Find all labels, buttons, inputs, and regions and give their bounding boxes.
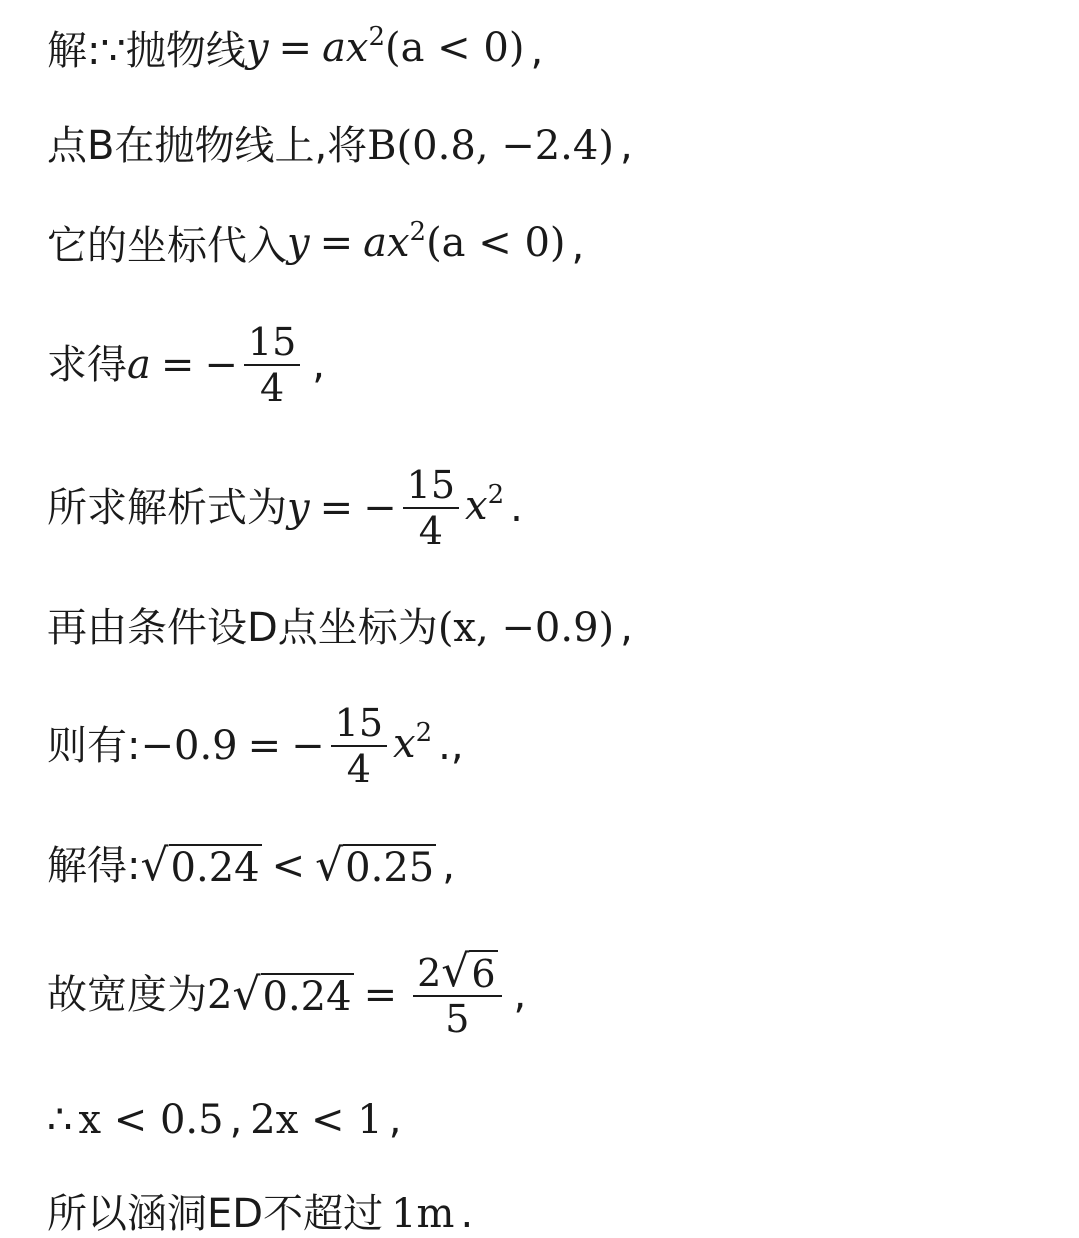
radical-sign: √ (315, 840, 344, 891)
radicand: 0.24 (170, 845, 260, 891)
punctuation: , (388, 1097, 402, 1143)
line-text: 解:∵抛物线 (47, 27, 246, 74)
fraction (403, 463, 459, 553)
var-a: a (127, 342, 151, 388)
punctuation: , (442, 843, 455, 889)
radical-sign: √ (441, 945, 470, 997)
var-x: x (393, 720, 416, 767)
point-b: B(0.8, −2.4) (367, 123, 614, 169)
line-text: 点B在抛物线上,将 (47, 123, 368, 169)
x-squared (465, 479, 505, 535)
equals-sign: = (160, 342, 195, 388)
point-d: (x, −0.9) (437, 605, 615, 651)
numerator: 15 (334, 701, 384, 745)
x-squared (393, 717, 433, 773)
exponent: 2 (409, 217, 427, 247)
equals-sign: = (319, 485, 354, 531)
numerator (413, 945, 501, 997)
minus-sign: − (291, 723, 325, 769)
solution-line-8 (47, 842, 455, 890)
line-text: 故宽度为 (47, 972, 207, 1018)
denominator: 4 (418, 509, 443, 553)
radicand: 0.24 (262, 974, 352, 1020)
solution-line-4 (47, 315, 325, 415)
punctuation: . (460, 1191, 474, 1237)
radicand: 0.25 (345, 845, 435, 891)
inequality: x < 0.5 (78, 1097, 224, 1143)
punctuation: , (312, 342, 325, 388)
term-ax: ax (363, 220, 410, 266)
fraction (244, 320, 300, 410)
square-root (140, 840, 261, 891)
fraction (413, 945, 501, 1041)
var-y: y (287, 485, 310, 531)
line-text: 求得 (47, 342, 127, 388)
punctuation: , (571, 222, 585, 269)
var-y: y (287, 220, 310, 266)
numerator: 15 (247, 320, 297, 364)
line-text: 再由条件设D点坐标为 (47, 605, 438, 651)
equation (287, 484, 397, 532)
equation (127, 341, 238, 389)
condition: (a < 0) (385, 25, 525, 71)
coefficient: 2 (207, 972, 233, 1018)
punctuation: , (530, 27, 544, 74)
inequality: 2x < 1 (250, 1097, 383, 1143)
var-x: x (465, 482, 488, 529)
solution-line-6 (47, 604, 633, 652)
radical-sign: √ (232, 969, 261, 1020)
punctuation: ., (438, 723, 464, 769)
exponent: 2 (368, 22, 386, 52)
punctuation: , (513, 972, 527, 1018)
separator: , (229, 1097, 243, 1143)
solution-line-3 (47, 219, 584, 272)
numerator: 15 (406, 463, 455, 507)
radical-sign: √ (140, 840, 169, 891)
exponent: 2 (415, 717, 433, 748)
minus-sign: − (204, 342, 238, 388)
equation (287, 219, 566, 272)
equals-sign: = (319, 220, 354, 266)
solution-line-10 (47, 1096, 401, 1144)
solution-line-5 (47, 458, 523, 558)
line-text: 所求解析式为 (47, 485, 287, 531)
denominator: 4 (259, 366, 285, 410)
var-y: y (245, 25, 269, 71)
line-text: 它的坐标代入 (47, 222, 287, 269)
exponent: 2 (487, 479, 505, 510)
equation (140, 722, 324, 770)
equals-sign: = (247, 723, 282, 769)
therefore-symbol: ∴ (47, 1097, 73, 1143)
square-root (441, 945, 497, 997)
square-root (315, 840, 436, 891)
punctuation: . (510, 485, 523, 531)
punctuation: , (620, 605, 633, 651)
solution-line-7 (47, 696, 464, 796)
line-text: 解得: (47, 843, 141, 889)
denominator: 5 (445, 996, 470, 1041)
line-text: 所以涵洞ED不超过 (47, 1191, 384, 1237)
term-ax: ax (322, 25, 369, 71)
coefficient: 2 (417, 950, 442, 995)
lhs-value: −0.9 (140, 723, 238, 769)
punctuation: , (619, 123, 633, 169)
minus-sign: − (363, 485, 397, 531)
equals-sign: = (278, 25, 313, 71)
fraction (331, 701, 387, 791)
solution-line-2 (47, 122, 633, 170)
solution-line-9 (47, 945, 526, 1045)
equation (246, 24, 525, 77)
denominator: 4 (346, 747, 371, 791)
square-root (232, 969, 353, 1020)
less-than-sign: < (271, 843, 306, 889)
equals-sign: = (363, 972, 398, 1018)
condition: (a < 0) (426, 220, 566, 266)
measurement: 1m (391, 1191, 455, 1237)
solution-line-1 (47, 24, 543, 77)
line-text: 则有: (47, 723, 141, 769)
radicand: 6 (471, 951, 496, 996)
